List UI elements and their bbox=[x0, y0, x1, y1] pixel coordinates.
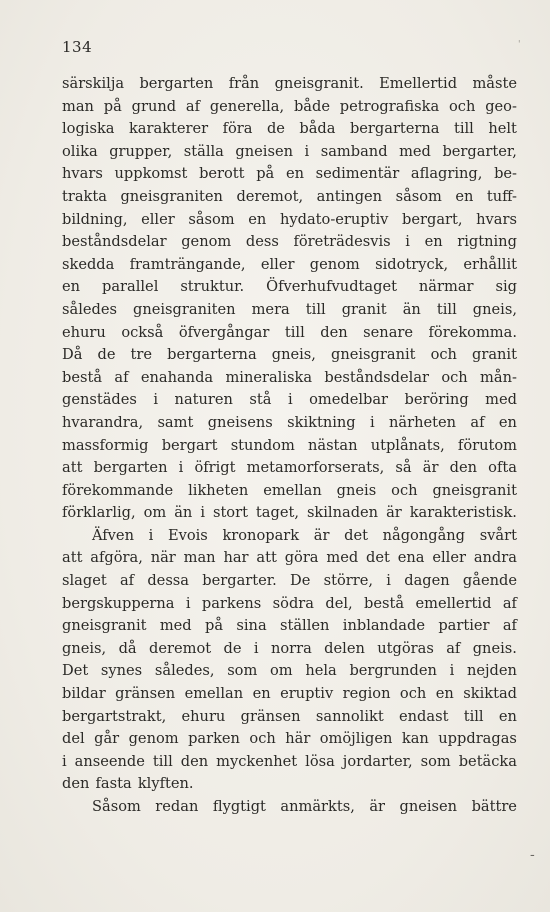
body-text bbox=[62, 73, 517, 819]
text-line: bergartstrakt, ehuru gränsen sannolikt endast till en bbox=[62, 707, 517, 725]
text-line: Då de tre bergarterna gneis, gneisgranit och granit bbox=[62, 346, 517, 364]
text-line: Äfven i Evois kronopark är det någongång svårt bbox=[92, 526, 517, 544]
text-line: att afgöra, när man har att göra med det ena eller andra bbox=[62, 549, 517, 567]
text-line: skedda framträngande, eller genom sidotryck, erhållit bbox=[62, 255, 517, 273]
text-line: Såsom redan flygtigt anmärkts, är gneisen bättre bbox=[92, 798, 517, 815]
text-line: slaget af dessa bergarter. De större, i dagen gående bbox=[62, 572, 517, 590]
text-line: i anseende till den myckenhet lösa jordarter, som betäcka bbox=[62, 752, 517, 770]
text-line: bestå af enahanda mineraliska beståndsdelar och mån- bbox=[62, 368, 517, 386]
page-number: 134 bbox=[62, 38, 93, 56]
text-line: en parallel struktur. Öfverhufvudtaget närmar sig bbox=[62, 278, 517, 296]
text-line: trakta gneisgraniten deremot, antingen såsom en tuff- bbox=[62, 187, 517, 205]
corner-mark: ' bbox=[518, 40, 521, 50]
text-line: särskilja bergarten från gneisgranit. Emellertid måste bbox=[62, 75, 517, 92]
text-line: förklarlig, om än i stort taget, skilnaden är karakteristisk. bbox=[62, 504, 517, 522]
text-line: ehuru också öfvergångar till den senare förekomma. bbox=[62, 323, 517, 341]
text-line: hvarandra, samt gneisens skiktning i närheten af en bbox=[62, 413, 517, 431]
text-line: logiska karakterer föra de båda bergarterna till helt bbox=[62, 120, 517, 138]
text-line: beståndsdelar genom dess företrädesvis i en rigtning bbox=[62, 233, 517, 251]
text-line: således gneisgraniten mera till granit än till gneis, bbox=[62, 300, 517, 318]
text-line: bildning, eller såsom en hydato-eruptiv bergart, hvars bbox=[62, 210, 517, 228]
text-line: del går genom parken och här omöjligen kan uppdragas bbox=[62, 730, 517, 748]
text-line: bildar gränsen emellan en eruptiv region och en skiktad bbox=[62, 685, 517, 703]
text-line: att bergarten i öfrigt metamorforserats, så är den ofta bbox=[62, 459, 517, 477]
margin-mark: - bbox=[530, 847, 535, 863]
text-line: bergskupperna i parkens södra del, bestå emellertid af bbox=[62, 594, 517, 612]
text-line: man på grund af generella, både petrografiska och geo- bbox=[62, 97, 517, 115]
text-line: massformig bergart stundom nästan utplånats, förutom bbox=[62, 436, 517, 454]
text-line: genstädes i naturen stå i omedelbar beröring med bbox=[62, 391, 517, 409]
text-line: gneis, då deremot de i norra delen utgöras af gneis. bbox=[62, 639, 517, 657]
text-line: förekommande likheten emellan gneis och gneisgranit bbox=[62, 481, 517, 499]
text-line: den fasta klyften. bbox=[62, 775, 194, 793]
text-line: olika grupper, ställa gneisen i samband med bergarter, bbox=[62, 142, 517, 160]
text-line: gneisgranit med på sina ställen inblandade partier af bbox=[62, 617, 517, 635]
text-line: hvars uppkomst berott på en sedimentär aflagring, be- bbox=[62, 165, 517, 183]
text-line: Det synes således, som om hela bergrunden i nejden bbox=[62, 662, 517, 680]
